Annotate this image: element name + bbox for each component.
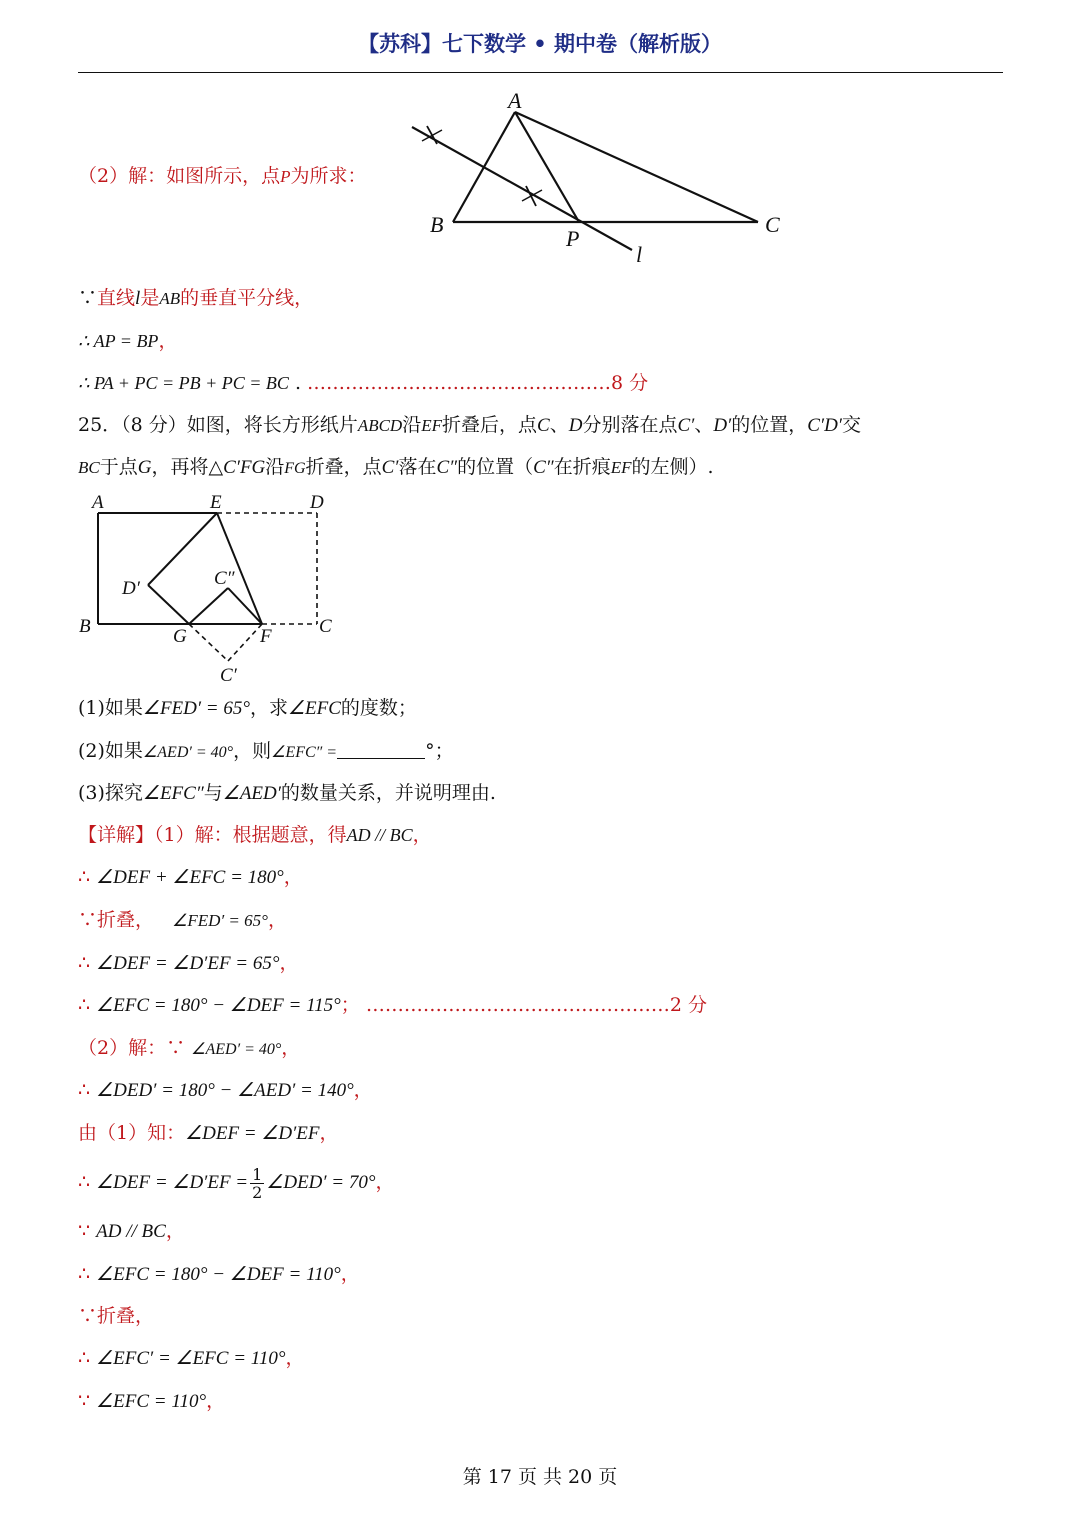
q24-line-1: ∵直线l是AB的垂直平分线， bbox=[78, 287, 314, 309]
page-header-title: 【苏科】七下数学 • 期中卷（解析版） bbox=[357, 32, 723, 56]
part2-step-5: ∴ ∠EFC = 180° − ∠DEF = 110°， bbox=[78, 1263, 360, 1285]
q24-line-2: ∴ AP = BP， bbox=[78, 330, 178, 352]
q24-line-3: ∴ PA + PC = PB + PC = BC . …………………………………………8 分 bbox=[78, 372, 649, 394]
label-A: A bbox=[92, 492, 104, 513]
solution-step-2: ∵折叠， ∠FED′ = 65°， bbox=[78, 909, 287, 931]
line-l bbox=[412, 127, 632, 250]
label-C-prime: C′ bbox=[220, 665, 237, 686]
solution-step-4: ∴ ∠EFC = 180° − ∠DEF = 115°； …………………………………………2 分 bbox=[78, 994, 707, 1016]
answer-blank bbox=[337, 740, 425, 759]
fraction-one-half: $\frac{1}{2}$ bbox=[252, 1164, 263, 1202]
q25-ask-1: (1)如果∠FED′ = 65°，求∠EFC的度数； bbox=[78, 697, 417, 719]
segment-ed-prime bbox=[148, 513, 217, 585]
label-B: B bbox=[79, 616, 91, 637]
label-D: D bbox=[310, 492, 324, 513]
part2-heading: （2）解：∵ ∠AED′ = 40°， bbox=[78, 1037, 301, 1059]
segment-c-double-prime-f bbox=[228, 588, 262, 624]
segment-g-c-double-prime bbox=[189, 588, 228, 624]
part2-step-7: ∴ ∠EFC′ = ∠EFC = 110°， bbox=[78, 1347, 305, 1369]
segment-d-prime-g bbox=[148, 585, 189, 624]
segment-c-prime-f-dashed bbox=[228, 624, 262, 661]
page-footer: 第 17 页 共 20 页 bbox=[462, 1466, 618, 1488]
q25-ask-2: (2)如果∠AED′ = 40°，则∠EFC″ = °； bbox=[78, 740, 454, 762]
segment-g-c-prime-dashed bbox=[189, 624, 228, 661]
part2-step-3: ∴ ∠DEF = ∠D′EF = $\frac{1}{2}$ ∠DED′ = 70°， bbox=[78, 1164, 395, 1202]
score-2: …………………………………………2 分 bbox=[365, 994, 707, 1016]
triangle-figure bbox=[400, 86, 800, 266]
part2-step-1: ∴ ∠DED′ = 180° − ∠AED′ = 140°， bbox=[78, 1079, 373, 1101]
solution-heading: 【详解】（1）解：根据题意，得AD // BC， bbox=[78, 824, 432, 846]
label-B: B bbox=[430, 212, 444, 237]
solution-step-1: ∴ ∠DEF + ∠EFC = 180°， bbox=[78, 866, 303, 888]
solution-step-3: ∴ ∠DEF = ∠D′EF = 65°， bbox=[78, 952, 299, 974]
score-8: …………………………………………8 分 bbox=[307, 372, 649, 394]
label-C: C bbox=[765, 212, 780, 237]
q25-stem-line-1: 25．（8 分）如图，将长方形纸片ABCD沿EF折叠后，点C、D分别落在点C′、D′的位置，C′D′交 bbox=[78, 414, 861, 436]
label-l: l bbox=[636, 242, 643, 266]
label-C: C bbox=[319, 616, 332, 637]
label-D-prime: D′ bbox=[122, 578, 140, 599]
label-F: F bbox=[260, 626, 272, 647]
segment-ap bbox=[515, 112, 579, 222]
q25-stem-line-2: BC于点G，再将△C′FG沿FG折叠，点C′落在C″的位置（C″在折痕EF的左侧）. bbox=[78, 456, 714, 478]
label-A: A bbox=[508, 88, 522, 113]
label-G: G bbox=[173, 626, 187, 647]
label-C-double-prime: C″ bbox=[214, 568, 235, 589]
label-P: P bbox=[566, 226, 580, 251]
part2-step-6: ∵折叠， bbox=[78, 1305, 155, 1327]
header-divider bbox=[78, 72, 1003, 73]
label-E: E bbox=[210, 492, 222, 513]
part2-step-4: ∵ AD // BC， bbox=[78, 1220, 185, 1242]
part2-step-2: 由（1）知：∠DEF = ∠D′EF， bbox=[78, 1122, 339, 1144]
q25-ask-3: (3)探究∠EFC″与∠AED′的数量关系，并说明理由. bbox=[78, 782, 496, 804]
part2-step-8: ∵ ∠EFC = 110°， bbox=[78, 1390, 226, 1412]
rectangle-fold-figure bbox=[70, 486, 350, 686]
q24-part2-intro: （2）解：如图所示，点P为所求： bbox=[78, 165, 367, 187]
